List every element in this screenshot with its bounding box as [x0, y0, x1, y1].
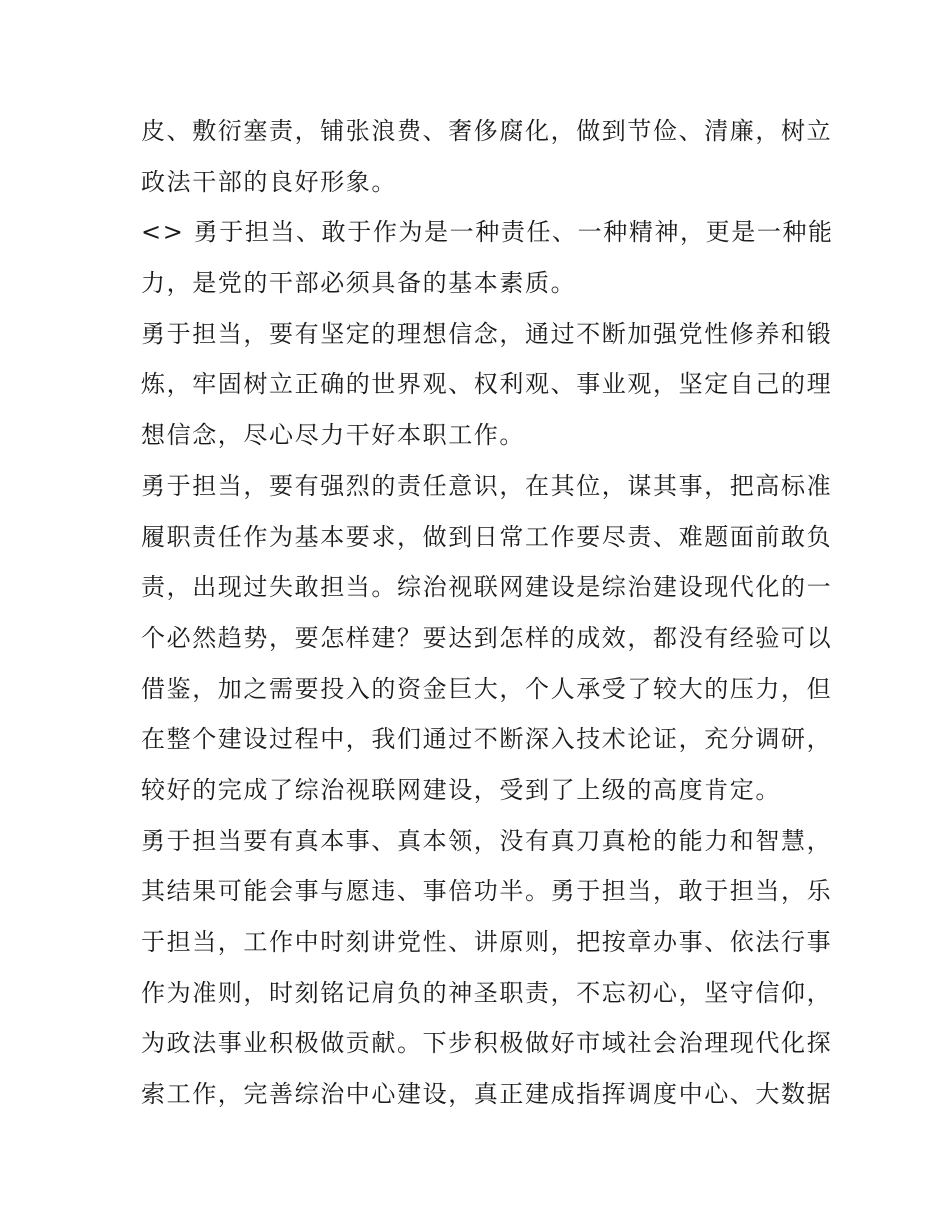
text-line: 履职责任作为基本要求，做到日常工作要尽责、难题面前敢负 [141, 522, 833, 551]
text-line: 个必然趋势，要怎样建？要达到怎样的成效，都没有经验可以 [141, 623, 833, 652]
text-line: 作为准则，时刻铭记肩负的神圣职责，不忘初心，坚守信仰， [141, 978, 833, 1007]
text-line: 其结果可能会事与愿违、事倍功半。勇于担当，敢于担当，乐 [141, 877, 833, 906]
text-line: 政法干部的良好形象。 [141, 167, 397, 196]
text-line: 借鉴，加之需要投入的资金巨大，个人承受了较大的压力，但 [141, 674, 833, 703]
text-line: 为政法事业积极做贡献。下步积极做好市域社会治理现代化探 [141, 1029, 833, 1058]
body-text [141, 106, 834, 1120]
text-line: <> 勇于担当、敢于作为是一种责任、一种精神，更是一种能 [141, 218, 834, 247]
text-line: 力，是党的干部必须具备的基本素质。 [141, 269, 577, 298]
text-line: 想信念，尽心尽力干好本职工作。 [141, 421, 525, 450]
text-line: 索工作，完善综治中心建设，真正建成指挥调度中心、大数据 [141, 1080, 833, 1109]
text-line: 皮、敷衍塞责，铺张浪费、奢侈腐化，做到节俭、清廉，树立 [141, 117, 833, 145]
text-line: 在整个建设过程中，我们通过不断深入技术论证，充分调研， [141, 725, 833, 754]
text-line: 较好的完成了综治视联网建设，受到了上级的高度肯定。 [141, 775, 781, 804]
text-line: 勇于担当，要有强烈的责任意识，在其位，谋其事，把高标准 [141, 471, 833, 500]
text-line: 勇于担当，要有坚定的理想信念，通过不断加强党性修养和锻 [141, 319, 833, 348]
text-line: 责，出现过失敢担当。综治视联网建设是综治建设现代化的一 [141, 573, 833, 602]
text-line: 于担当，工作中时刻讲党性、讲原则，把按章办事、依法行事 [141, 928, 833, 956]
text-line: 炼，牢固树立正确的世界观、权利观、事业观，坚定自己的理 [141, 370, 833, 399]
text-line: 勇于担当要有真本事、真本领，没有真刀真枪的能力和智慧， [141, 826, 833, 855]
